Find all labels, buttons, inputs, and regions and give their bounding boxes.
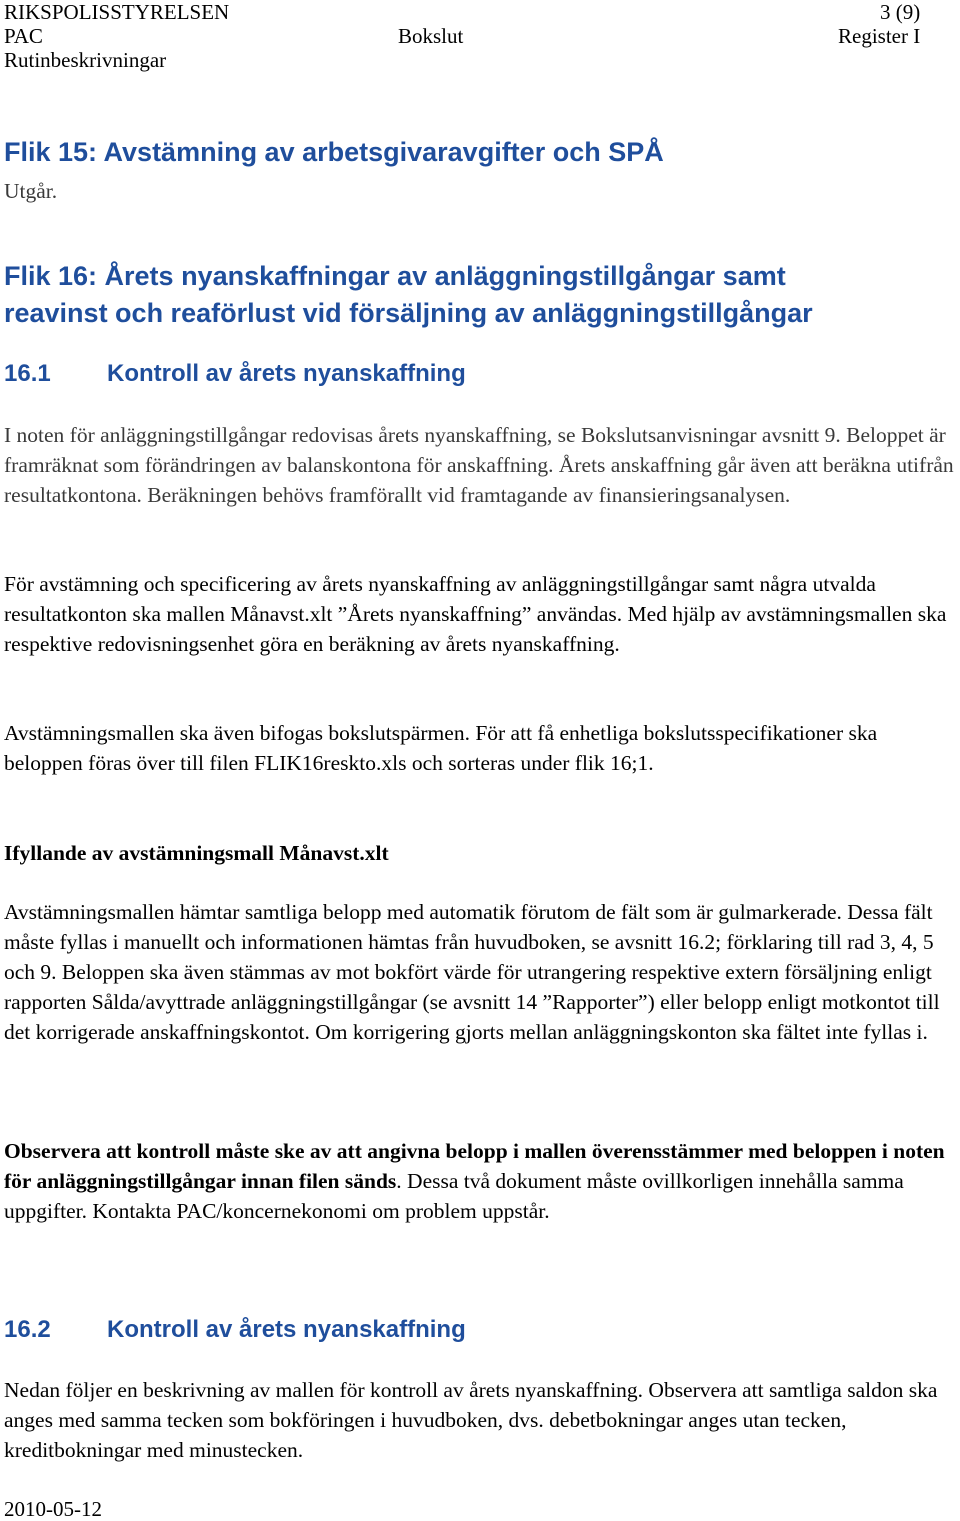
header-category: Rutinbeskrivningar [4, 48, 167, 72]
flik16-heading-line2: reavinst och reaförlust vid försäljning av anläggningstillgångar [4, 298, 813, 328]
template-fill-subheading: Ifyllande av avstämningsmall Månavst.xlt [4, 841, 389, 865]
section-16-1-paragraph-4: Avstämningsmallen hämtar samtliga belopp med automatik förutom de fält som är gulmarkerade. Dessa fält måste fyllas i manuellt och informationen hämtas från huvudboken, se avsnitt 16.2; förklaring till rad 3, 4, 5 och 9. Beloppen ska även stämmas av mot bokfört värde för utrangering respektive extern försäljning enligt rapporten Sålda/avyttrade anläggningstillgångar (se avsnitt 14 ”Rapporter”) eller belopp enligt motkontot till det korrigerade anskaffningskontot. Om korrigering gjorts mellan anläggningskonton ska fältet inte fyllas i. [4, 900, 940, 1044]
flik16-heading-line1: Flik 16: Årets nyanskaffningar av anläggningstillgångar samt [4, 261, 786, 291]
header-register: Register I [838, 24, 921, 48]
flik15-heading: Flik 15: Avstämning av arbetsgivaravgifter och SPÅ [4, 137, 664, 167]
section-number: 16.2 [4, 1316, 51, 1343]
section-16-1-paragraph-1: I noten för anläggningstillgångar redovisas årets nyanskaffning, se Bokslutsanvisningar avsnitt 9. Beloppet är framräknat som förändringen av balanskontona för anskaffning. Årets anskaffning går även att beräkna utifrån resultatkontona. Beräkningen behövs framförallt vid framtagande av finansieringsanalysen. [4, 423, 954, 507]
header-page-number: 3 (9) [880, 0, 921, 24]
header-org: RIKSPOLISSTYRELSEN [4, 0, 230, 24]
section-title: Kontroll av årets nyanskaffning [107, 360, 466, 387]
section-16-2-heading [4, 1315, 466, 1345]
section-number: 16.1 [4, 360, 51, 387]
header-system: PAC [4, 24, 43, 48]
section-16-1-paragraph-2: För avstämning och specificering av årets nyanskaffning av anläggningstillgångar samt några utvalda resultatkonton ska mallen Månavst.xlt ”Årets nyanskaffning” användas. Med hjälp av avstämningsmallen ska respektive redovisningsenhet göra en beräkning av årets nyanskaffning. [4, 572, 947, 656]
section-16-1-heading [4, 359, 466, 389]
header-doc: Bokslut [398, 24, 464, 48]
section-title: Kontroll av årets nyanskaffning [107, 1316, 466, 1343]
flik16-heading [4, 258, 813, 332]
important-notice: Observera att kontroll måste ske av att angivna belopp i mallen överensstämmer med beloppen i noten för anläggningstillgångar innan filen sänds [4, 1139, 945, 1193]
section-16-2-paragraph-1: Nedan följer en beskrivning av mallen för kontroll av årets nyanskaffning. Observera att samtliga saldon ska anges med samma tecken som bokföringen i huvudboken, dvs. debetbokningar anges utan tecken, kreditbokningar med minustecken. [4, 1378, 938, 1462]
section-16-1-paragraph-5 [4, 1136, 954, 1226]
flik15-text: Utgår. [4, 179, 58, 203]
section-16-1-paragraph-3: Avstämningsmallen ska även bifogas bokslutspärmen. För att få enhetliga bokslutsspecifikationer ska beloppen föras över till filen FLIK16reskto.xls och sorteras under flik 16;1. [4, 721, 878, 775]
notice-continuation: . Dessa två dokument måste ovillkorligen innehålla samma uppgifter. Kontakta PAC/koncernekonomi om problem uppstår. [4, 1169, 904, 1223]
footer-date: 2010-05-12 [4, 1497, 102, 1521]
